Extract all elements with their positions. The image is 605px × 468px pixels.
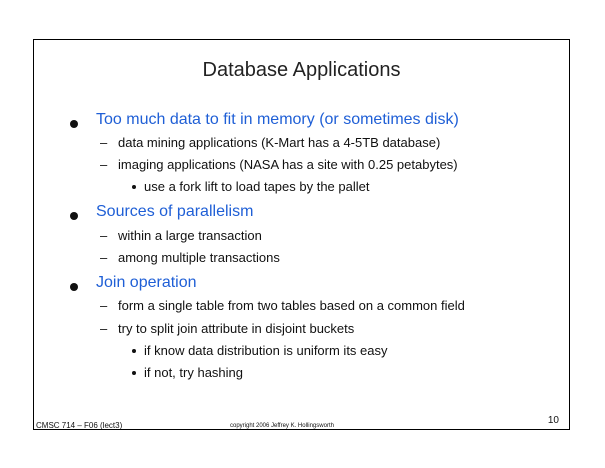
- bullet-1-sub-2: imaging applications (NASA has a site with 0.25 petabytes): [118, 157, 458, 172]
- dash-icon: –: [100, 157, 108, 172]
- page-number: 10: [547, 415, 559, 426]
- bullet-3-sub-2-sub-1: if know data distribution is uniform its easy: [144, 343, 388, 358]
- footer-course-label: CMSC 714 – F06 (lect3): [36, 421, 123, 430]
- small-dot-icon: [132, 185, 136, 189]
- bullet-dot-icon: [70, 120, 78, 128]
- slide-title: Database Applications: [202, 59, 401, 81]
- bullet-1-sub-2-sub-1: use a fork lift to load tapes by the pallet: [144, 179, 370, 194]
- dash-icon: –: [100, 298, 108, 313]
- dash-icon: –: [100, 135, 108, 150]
- bullet-2-sub-2: among multiple transactions: [118, 250, 280, 265]
- bullet-1-sub-1: data mining applications (K-Mart has a 4-5TB database): [118, 135, 441, 150]
- bullet-dot-icon: [70, 283, 78, 291]
- footer-copyright: copyright 2006 Jeffrey K. Hollingsworth: [230, 423, 334, 429]
- dash-icon: –: [100, 250, 108, 265]
- bullet-2-text: Sources of parallelism: [96, 203, 254, 220]
- bullet-dot-icon: [70, 212, 78, 220]
- bullet-2-sub-1: within a large transaction: [118, 228, 262, 243]
- dash-icon: –: [100, 321, 108, 336]
- small-dot-icon: [132, 371, 136, 375]
- dash-icon: –: [100, 228, 108, 243]
- slide-frame: [33, 39, 570, 430]
- bullet-3-sub-2-sub-2: if not, try hashing: [144, 365, 243, 380]
- bullet-1-text: Too much data to fit in memory (or sometimes disk): [96, 111, 459, 128]
- bullet-3-sub-2: try to split join attribute in disjoint buckets: [118, 321, 355, 336]
- bullet-3-sub-1: form a single table from two tables based on a common field: [118, 298, 465, 313]
- bullet-3-text: Join operation: [96, 274, 197, 291]
- small-dot-icon: [132, 349, 136, 353]
